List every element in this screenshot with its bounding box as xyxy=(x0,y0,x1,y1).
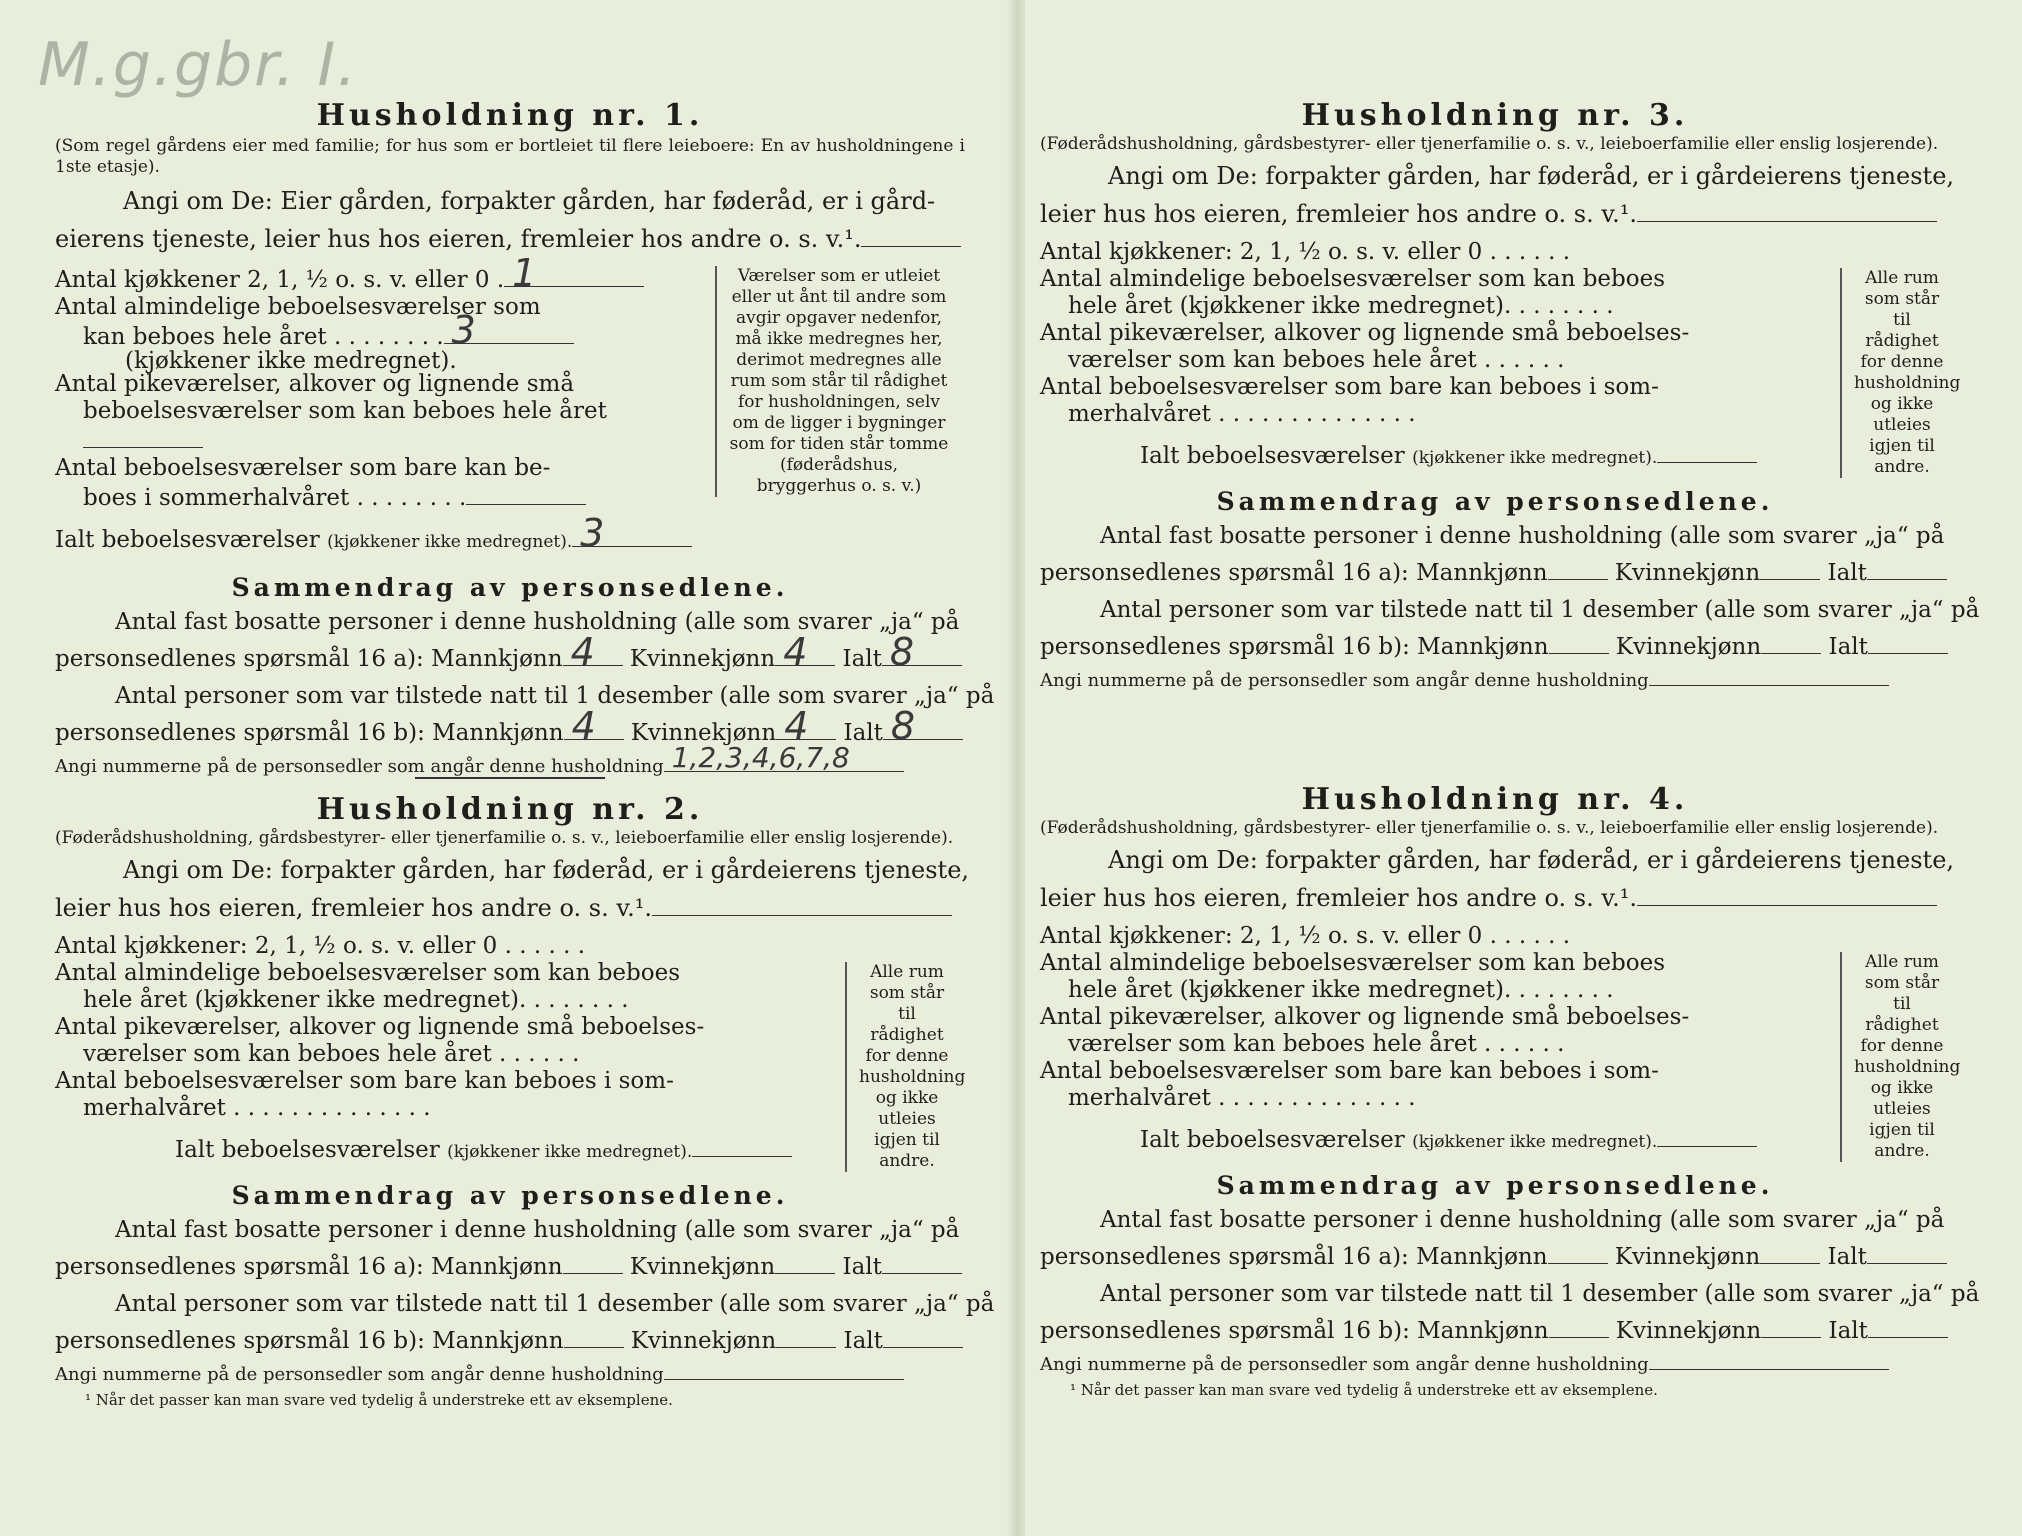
summer-rooms-row: merhalvåret . . . . . . . . . . . . . . xyxy=(1068,1085,1416,1111)
maid-rooms-label: Antal pikeværelser, alkover og lignende små beboelses- xyxy=(55,1014,705,1040)
summer-rooms-label: Antal beboelsesværelser som bare kan beboes i som- xyxy=(55,1068,674,1094)
16a-female-value: 4 xyxy=(783,630,808,674)
angi-line-1: Angi om De: Eier gården, forpakter gården, har føderåd, er i gård- xyxy=(123,187,936,215)
household-1-note: (Som regel gårdens eier med familie; for hus som er bortleiet til flere leieboere: En av husholdningene i 1ste etasje). xyxy=(55,136,965,177)
footnote: ¹ Når det passer kan man svare ved tydelig å understreke ett av eksemplene. xyxy=(85,1391,673,1409)
room-counts xyxy=(55,933,825,1166)
summary-16b-row: personsedlenes spørsmål 16 b): Mannkjønn Kvinnekjønn Ialt xyxy=(55,1323,965,1360)
kitchens-row: Antal kjøkkener: 2, 1, ½ o. s. v. eller 0 . . . . . . xyxy=(55,933,586,959)
ordinary-rooms-label: Antal almindelige beboelsesværelser som xyxy=(55,294,541,320)
ordinary-rooms-note: (kjøkkener ikke medregnet). xyxy=(125,348,457,374)
angi-line-2: leier hus hos eieren, fremleier hos andre o. s. v.¹. xyxy=(55,889,965,927)
household-4-side-note: Alle rum som står til rådighet for denne husholdning og ikke utleies igjen til andre. xyxy=(1840,952,1950,1162)
maid-rooms-label: Antal pikeværelser, alkover og lignende små beboelses- xyxy=(1040,1004,1690,1030)
household-2-side-note: Alle rum som står til rådighet for denne husholdning og ikke utleies igjen til andre. xyxy=(845,962,955,1172)
summary-16a-label: Antal fast bosatte personer i denne husholdning (alle som svarer „ja“ på xyxy=(1100,1207,1945,1233)
room-counts xyxy=(1040,239,1810,472)
total-rooms-row: Ialt beboelsesværelser (kjøkkener ikke medregnet). xyxy=(1040,1124,1810,1156)
summary-16b-row: personsedlenes spørsmål 16 b): Mannkjønn Kvinnekjønn Ialt xyxy=(1040,1313,1950,1350)
angi-line-2: leier hus hos eieren, fremleier hos andre o. s. v.¹. xyxy=(1040,195,1950,233)
schedule-numbers-row: Angi nummerne på de personsedler som angår denne husholdning 1,2,3,4,6,7,8 xyxy=(55,752,965,782)
angi-line-1: Angi om De: forpakter gården, har føderåd, er i gårdeierens tjeneste, xyxy=(1108,162,1955,190)
ordinary-rooms-label: Antal almindelige beboelsesværelser som kan beboes xyxy=(1040,266,1666,292)
16b-total-value: 8 xyxy=(890,704,916,748)
summer-rooms-label: Antal beboelsesværelser som bare kan beboes i som- xyxy=(1040,374,1659,400)
summary-16a-row: personsedlenes spørsmål 16 a): Mannkjønn Kvinnekjønn Ialt xyxy=(55,1249,965,1286)
summer-rooms-row: boes i sommerhalvåret . . . . . . . . xyxy=(55,482,705,512)
summer-rooms-label: Antal beboelsesværelser som bare kan beboes i som- xyxy=(1040,1058,1659,1084)
schedule-numbers-row: Angi nummerne på de personsedler som angår denne husholdning xyxy=(1040,1350,1950,1380)
total-rooms-row: Ialt beboelsesværelser (kjøkkener ikke medregnet). 3 xyxy=(55,524,705,556)
room-counts xyxy=(55,251,705,556)
schedule-numbers-row: Angi nummerne på de personsedler som angår denne husholdning xyxy=(1040,666,1950,696)
kitchens-row: Antal kjøkkener 2, 1, ½ o. s. v. eller 0 . 1 xyxy=(55,264,705,294)
ordinary-rooms-row: hele året (kjøkkener ikke medregnet). . . . . . . . xyxy=(1068,977,1614,1003)
kitchens-row: Antal kjøkkener: 2, 1, ½ o. s. v. eller 0 . . . . . . xyxy=(1040,239,1571,265)
summary-16b-label: Antal personer som var tilstede natt til 1 desember (alle som svarer „ja“ på xyxy=(115,683,995,709)
household-2-title: Husholdning nr. 2. xyxy=(316,792,704,827)
ordinary-rooms-value: 3 xyxy=(451,308,476,352)
summary-title: Sammendrag av personsedlene. xyxy=(1216,1171,1774,1200)
ordinary-rooms-row: hele året (kjøkkener ikke medregnet). . . . . . . . xyxy=(83,987,629,1013)
separator xyxy=(415,777,605,779)
summer-rooms-label: Antal beboelsesværelser som bare kan be- xyxy=(55,455,551,481)
angi-line-1: Angi om De: forpakter gården, har føderåd, er i gårdeierens tjeneste, xyxy=(123,856,970,884)
room-counts xyxy=(1040,923,1810,1156)
household-3 xyxy=(1040,98,1980,696)
total-rooms-row: Ialt beboelsesværelser (kjøkkener ikke medregnet). xyxy=(55,1134,825,1166)
summary-16b-label: Antal personer som var tilstede natt til 1 desember (alle som svarer „ja“ på xyxy=(1100,1281,1980,1307)
kitchens-row: Antal kjøkkener: 2, 1, ½ o. s. v. eller 0 . . . . . . xyxy=(1040,923,1571,949)
household-3-side-note: Alle rum som står til rådighet for denne husholdning og ikke utleies igjen til andre. xyxy=(1840,268,1950,478)
summer-rooms-row: merhalvåret . . . . . . . . . . . . . . xyxy=(83,1095,431,1121)
16a-male-value: 4 xyxy=(570,630,595,674)
household-2-note: (Føderådshusholdning, gårdsbestyrer- eller tjenerfamilie o. s. v., leieboerfamilie eller enslig losjerende). xyxy=(55,828,954,848)
summary-16a-label: Antal fast bosatte personer i denne husholdning (alle som svarer „ja“ på xyxy=(115,609,960,635)
summer-rooms-row: merhalvåret . . . . . . . . . . . . . . xyxy=(1068,401,1416,427)
kitchens-value: 1 xyxy=(512,251,537,295)
page-fold xyxy=(1007,0,1025,1536)
summary-title: Sammendrag av personsedlene. xyxy=(231,573,789,602)
maid-rooms-label: Antal pikeværelser, alkover og lignende små beboelses- xyxy=(1040,320,1690,346)
16a-total-value: 8 xyxy=(889,630,915,674)
angi-line-2: eierens tjeneste, leier hus hos eieren, fremleier hos andre o. s. v.¹. xyxy=(55,220,965,258)
maid-rooms-row: beboelsesværelser som kan beboes hele året xyxy=(55,398,705,455)
summary-title: Sammendrag av personsedlene. xyxy=(1216,487,1774,516)
household-1 xyxy=(55,98,995,782)
household-2 xyxy=(55,792,995,1410)
16b-female-value: 4 xyxy=(784,704,809,748)
schedule-numbers-value: 1,2,3,4,6,7,8 xyxy=(671,741,850,774)
angi-line-1: Angi om De: forpakter gården, har føderåd, er i gårdeierens tjeneste, xyxy=(1108,846,1955,874)
handwritten-stamp: M.g.gbr. I. xyxy=(38,30,359,100)
footnote: ¹ Når det passer kan man svare ved tydelig å understreke ett av eksemplene. xyxy=(1070,1381,1658,1399)
ordinary-rooms-label: Antal almindelige beboelsesværelser som kan beboes xyxy=(55,960,681,986)
maid-rooms-row: værelser som kan beboes hele året . . . . . . xyxy=(83,1041,580,1067)
summary-16b-label: Antal personer som var tilstede natt til 1 desember (alle som svarer „ja“ på xyxy=(1100,597,1980,623)
maid-rooms-row: værelser som kan beboes hele året . . . . . . xyxy=(1068,347,1565,373)
summary-title: Sammendrag av personsedlene. xyxy=(231,1181,789,1210)
ordinary-rooms-row: hele året (kjøkkener ikke medregnet). . . . . . . . xyxy=(1068,293,1614,319)
summary-16a-label: Antal fast bosatte personer i denne husholdning (alle som svarer „ja“ på xyxy=(1100,523,1945,549)
household-4-title: Husholdning nr. 4. xyxy=(1301,782,1689,817)
summary-16b-label: Antal personer som var tilstede natt til 1 desember (alle som svarer „ja“ på xyxy=(115,1291,995,1317)
maid-rooms-row: værelser som kan beboes hele året . . . . . . xyxy=(1068,1031,1565,1057)
ordinary-rooms-row: kan beboes hele året . . . . . . . . 3 xyxy=(55,321,705,351)
household-1-side-note: Værelser som er utleiet eller ut ånt til andre som avgir opgaver nedenfor, må ikke medregnes her, derimot medregnes alle rum som står til rådighet for husholdningen, selv om de ligger i bygninger som for tiden står tomme (føderådshus, bryggerhus o. s. v.) xyxy=(715,266,949,497)
total-rooms-row: Ialt beboelsesværelser (kjøkkener ikke medregnet). xyxy=(1040,440,1810,472)
household-3-title: Husholdning nr. 3. xyxy=(1301,98,1689,133)
schedule-numbers-row: Angi nummerne på de personsedler som angår denne husholdning xyxy=(55,1360,965,1390)
ordinary-rooms-label: Antal almindelige beboelsesværelser som kan beboes xyxy=(1040,950,1666,976)
summary-16a-row: personsedlenes spørsmål 16 a): Mannkjønn Kvinnekjønn Ialt xyxy=(1040,1239,1950,1276)
summary-16b-row: personsedlenes spørsmål 16 b): Mannkjønn 4 Kvinnekjønn 4 Ialt 8 xyxy=(55,715,965,752)
household-3-note: (Føderådshusholdning, gårdsbestyrer- eller tjenerfamilie o. s. v., leieboerfamilie eller enslig losjerende). xyxy=(1040,134,1939,154)
household-4 xyxy=(1040,782,1980,1400)
summary-16b-row: personsedlenes spørsmål 16 b): Mannkjønn Kvinnekjønn Ialt xyxy=(1040,629,1950,666)
household-4-note: (Føderådshusholdning, gårdsbestyrer- eller tjenerfamilie o. s. v., leieboerfamilie eller enslig losjerende). xyxy=(1040,818,1939,838)
summary-16a-row: personsedlenes spørsmål 16 a): Mannkjønn 4 Kvinnekjønn 4 Ialt 8 xyxy=(55,641,965,678)
16b-male-value: 4 xyxy=(571,704,596,748)
summary-16a-label: Antal fast bosatte personer i denne husholdning (alle som svarer „ja“ på xyxy=(115,1217,960,1243)
total-rooms-value: 3 xyxy=(580,511,605,555)
angi-line-2: leier hus hos eieren, fremleier hos andre o. s. v.¹. xyxy=(1040,879,1950,917)
summary-16a-row: personsedlenes spørsmål 16 a): Mannkjønn Kvinnekjønn Ialt xyxy=(1040,555,1950,592)
household-1-title: Husholdning nr. 1. xyxy=(316,98,704,133)
maid-rooms-label: Antal pikeværelser, alkover og lignende små xyxy=(55,371,575,397)
